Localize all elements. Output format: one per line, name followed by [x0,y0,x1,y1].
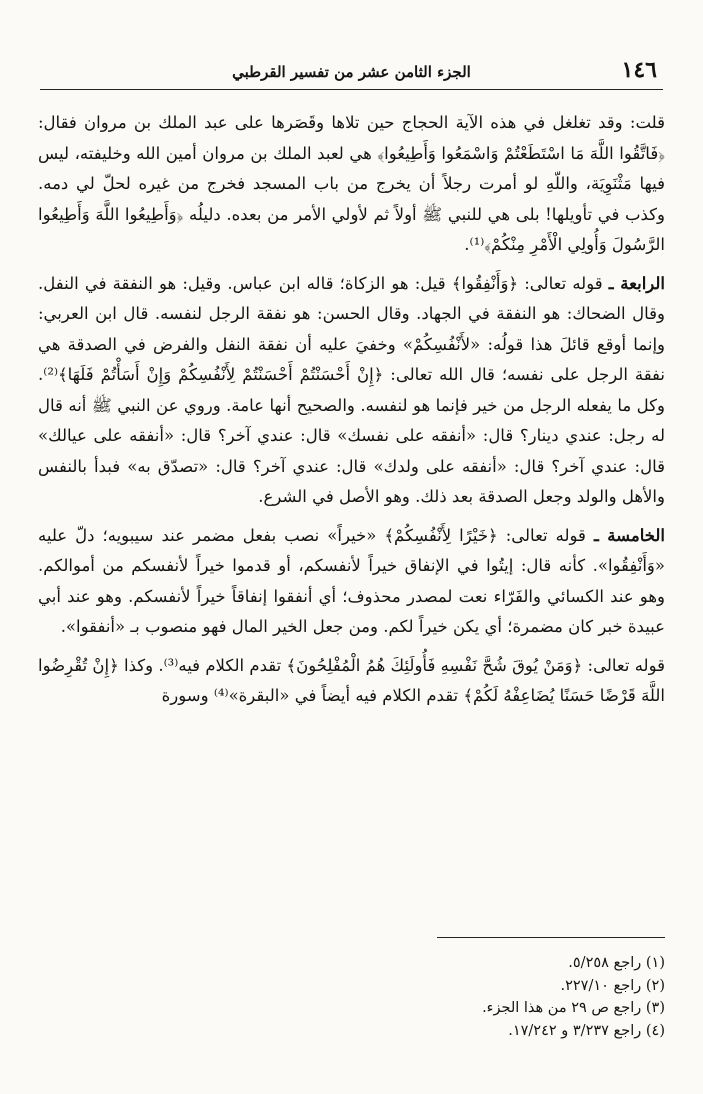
paragraph-text: قوله تعالى: ﴿خَيْرًا لِأَنْفُسِكُمْ﴾ «خيراً» نصب بفعل مضمر عند سيبويه؛ دلّ عليه «وَأَنْفِقُوا». كأنه قال: إيتُوا في الإنفاق خيراً لأنفسكم، أو قدموا خيراً لأنفسكم من أموالكم. وهو عند الكسائي والفَرّاء نعت لمصدر محذوف؛ أي أنفقوا إنفاقاً خيراً لأنفسكم. وهو عند أبي عبيدة خبر كان مضمرة؛ أي يكن خيراً لكم. ومن جعل الخير المال فهو منصوب بـ «أنفقوا». [38,525,665,636]
paragraph-text: قوله تعالى: ﴿وَمَنْ يُوقَ شُحَّ نَفْسِهِ فَأُولَئِكَ هُمُ الْمُفْلِحُونَ﴾ تقدم الكلام فيه⁽³⁾. وكذا ﴿إِنْ تُقْرِضُوا اللَّهَ قَرْضًا حَسَنًا يُضَاعِفْهُ لَكُمْ﴾ تقدم الكلام فيه أيضاً في «البقرة»⁽⁴⁾ وسورة [38,655,666,705]
paragraph-text: قلت: وقد تغلغل في هذه الآية الحجاج حين تلاها وقَصَرها على عبد الملك بن مروان فقال: ﴿فَاتَّقُوا اللَّهَ مَا اسْتَطَعْتُمْ وَاسْمَعُوا وَأَطِيعُوا﴾ هي لعبد الملك بن مروان أمين الله وخليفته، ليس فيها مَثْنَوِيَة، واللّهِ لو أمرت رجلاً أن يخرج من باب المسجد فخرج من غيره لحلّ لي دمه. وكذب في تأويلها! بلى هي للنبي ﷺ أولاً ثم لأولي الأمر من بعده. دليلُه ﴿وَأَطِيعُوا اللَّهَ وَأَطِيعُوا الرَّسُولَ وَأُولِي الْأَمْرِ مِنْكُمْ﴾⁽¹⁾. [38,113,665,254]
paragraph-fifth-issue [38,521,665,643]
footnotes [300,952,665,1042]
section-label: الخامسة ـ [593,525,665,545]
paragraph-text: قوله تعالى: ﴿وَأَنْفِقُوا﴾ قيل: هو الزكاة؛ قاله ابن عباس. وقيل: هو النفقة في النفل. وقال الضحاك: هو النفقة في الجهاد. وقال الحسن: هو نفقة الرجل لنفسه. قال ابن العربي: وإنما أوقع قائلَ هذا قولُه: «لأَنْفُسِكُمْ» وخفيَ عليه أن نفقة النفل والفرض في الصدقة هي نفقة الرجل على نفسه؛ قال الله تعالى: ﴿إِنْ أَحْسَنْتُمْ أَحْسَنْتُمْ لِأَنْفُسِكُمْ وَإِنْ أَسَأْتُمْ فَلَهَا﴾⁽²⁾. وكل ما يفعله الرجل من خير فإنما هو لنفسه. والصحيح أنها عامة. وروي عن النبي ﷺ أنه قال له رجل: عندي دينار؟ قال: «أنفقه على نفسك» قال: عندي آخر؟ قال: «أنفقه على عيالك» قال: عندي آخر؟ قال: «أنفقه على ولدك» قال: عندي آخر؟ قال: «تصدّق به» فبدأ بالنفس والأهل والولد وجعل الصدقة بعد ذلك. وهو الأصل في الشرع. [38,273,665,506]
footnote-item: (٤) راجع ٣/٢٣٧ و ١٧/٢٤٢. [508,1022,665,1039]
paragraph-fourth-issue [38,269,665,513]
footnote-item: (٣) راجع ص ٢٩ من هذا الجزء. [482,1000,665,1016]
body-text [38,108,665,720]
running-title: الجزء الثامن عشر من تفسير القرطبي [232,63,471,81]
paragraph-closing [38,651,665,712]
footnote-item: (١) راجع ٥/٢٥٨. [568,955,665,971]
footnote-item: (٢) راجع ٢٢٧/١٠. [560,977,665,994]
footnote-separator [437,937,665,938]
page-header [40,55,663,90]
section-label: الرابعة ـ [608,273,665,293]
paragraph-opening [38,108,665,261]
page-number: ١٤٦ [621,57,657,83]
